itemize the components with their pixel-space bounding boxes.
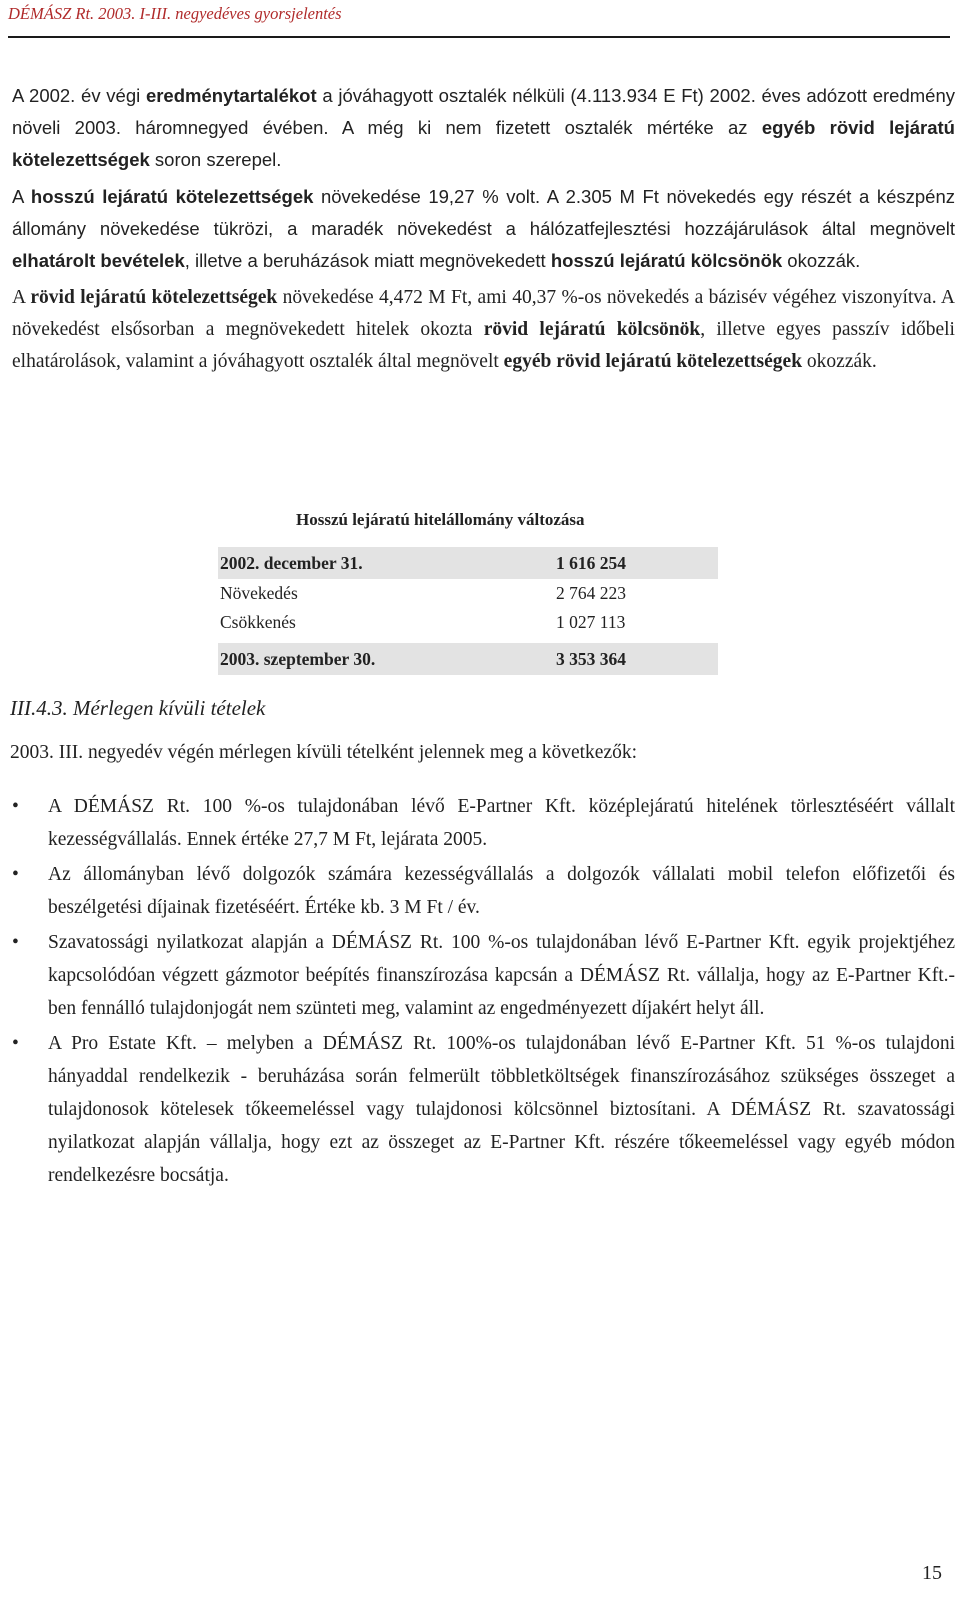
header-divider — [8, 36, 950, 38]
row-label: 2002. december 31. — [220, 552, 363, 573]
row-label: Csökkenés — [220, 612, 296, 632]
off-balance-list — [12, 790, 955, 1192]
row-label: 2003. szeptember 30. — [220, 648, 376, 669]
row-value: 1 027 113 — [556, 612, 626, 632]
bold-term: hosszú lejáratú kötelezettségek — [30, 186, 314, 207]
text-run: növekedése 4,472 M Ft, ami 40,37 %-os növekedés a bázisév végéhez viszonyítva. A növekedést elsősorban a megnövekedett hitelek okozta — [12, 287, 955, 340]
list-item: • A DÉMÁSZ Rt. 100 %-os tulajdonában lévő E-Partner Kft. középlejáratú hitelének törlesztéséért vállalt kezességvállalás. Ennek értéke 27,7 M Ft, lejárata 2005. — [12, 790, 955, 856]
text-run: A — [12, 186, 31, 207]
row-value: 3 353 364 — [556, 648, 626, 669]
table-title: Hosszú lejáratú hitelállomány változása — [296, 510, 585, 529]
text-run: növekedése 19,27 % volt. A 2.305 M Ft növekedés egy részét a készpénz állomány növekedése tükrözi, a maradék növekedést a hálózatfejlesztési hozzájárulások által megnövelt — [12, 186, 955, 239]
paragraph — [12, 282, 955, 378]
bold-term: eredménytartalékot — [145, 85, 317, 106]
bold-term: elhatárolt bevételek — [12, 250, 185, 271]
list-item: • Szavatossági nyilatkozat alapján a DÉMÁSZ Rt. 100 %-os tulajdonában lévő E-Partner Kft. egyik projektjéhez kapcsolódóan végzett gázmotor beépítés finanszírozása kapcsán a DÉMÁSZ Rt. vállalja, hogy az E-Partner Kft.-ben fennálló tulajdonjogát nem szünteti meg, valamint az engedményezett díjakért helyt áll. — [12, 926, 955, 1025]
section-heading: III.4.3. Mérlegen kívüli tételek — [10, 696, 266, 720]
table-row — [218, 579, 718, 608]
text-run: soron szerepel. — [149, 149, 282, 170]
text-run: , illetve egyes passzív időbeli elhatárolások, valamint a jóváhagyott osztalék által megnövelt — [12, 319, 955, 372]
list-item: • Az állományban lévő dolgozók számára kezességvállalás a dolgozók vállalati mobil telefon előfizetői és beszélgetési díjainak fizetéséért. Értéke kb. 3 M Ft / év. — [12, 858, 955, 924]
row-label: Növekedés — [220, 583, 298, 603]
text-run: a jóváhagyott osztalék nélküli (4.113.934 E Ft) 2002. éves adózott eredmény növeli 2003. háromnegyed évében. A még ki nem fizetett osztalék mértéke az — [12, 85, 955, 138]
text-run: okozzák. — [802, 351, 877, 372]
paragraph — [12, 181, 955, 277]
row-value: 2 764 223 — [556, 583, 626, 603]
loan-table — [218, 547, 718, 675]
bold-term: hosszú lejáratú kölcsönök — [550, 250, 783, 271]
bold-term: rövid lejáratú kölcsönök — [483, 319, 701, 340]
text-run: , illetve a beruházások miatt megnövekedett — [184, 250, 551, 271]
bold-term: rövid lejáratú kötelezettségek — [30, 287, 278, 308]
row-value: 1 616 254 — [556, 552, 626, 573]
body-text — [12, 80, 955, 378]
section-intro: 2003. III. negyedév végén mérlegen kívüli tételként jelennek meg a következők: — [10, 742, 638, 763]
page-number: 15 — [922, 1562, 942, 1584]
paragraph — [12, 80, 955, 176]
table-row — [218, 547, 718, 579]
bold-term: egyéb rövid lejáratú kötelezettségek — [12, 117, 955, 170]
text-run: A — [12, 287, 31, 308]
text-run: okozzák. — [782, 250, 861, 271]
document-header: DÉMÁSZ Rt. 2003. I-III. negyedéves gyorsjelentés — [8, 4, 342, 23]
bold-term: egyéb rövid lejáratú kötelezettségek — [503, 351, 803, 372]
list-item: • A Pro Estate Kft. – melyben a DÉMÁSZ Rt. 100%-os tulajdonában lévő E-Partner Kft. 51 %-os tulajdoni hányaddal rendelkezik - beruházása során felmerült többletköltségek finanszírozásához szükséges összeget a tulajdonosok kötelesek tőkeemeléssel vagy tulajdonosi kölcsönnel biztosítani. A DÉMÁSZ Rt. szavatossági nyilatkozat alapján vállalja, hogy ezt az összeget az E-Partner Kft. részére tőkeemeléssel vagy egyéb módon rendelkezésre bocsátja. — [12, 1027, 955, 1192]
table-row — [218, 608, 718, 637]
table-row — [218, 643, 718, 675]
text-run: A 2002. év végi — [12, 85, 146, 106]
